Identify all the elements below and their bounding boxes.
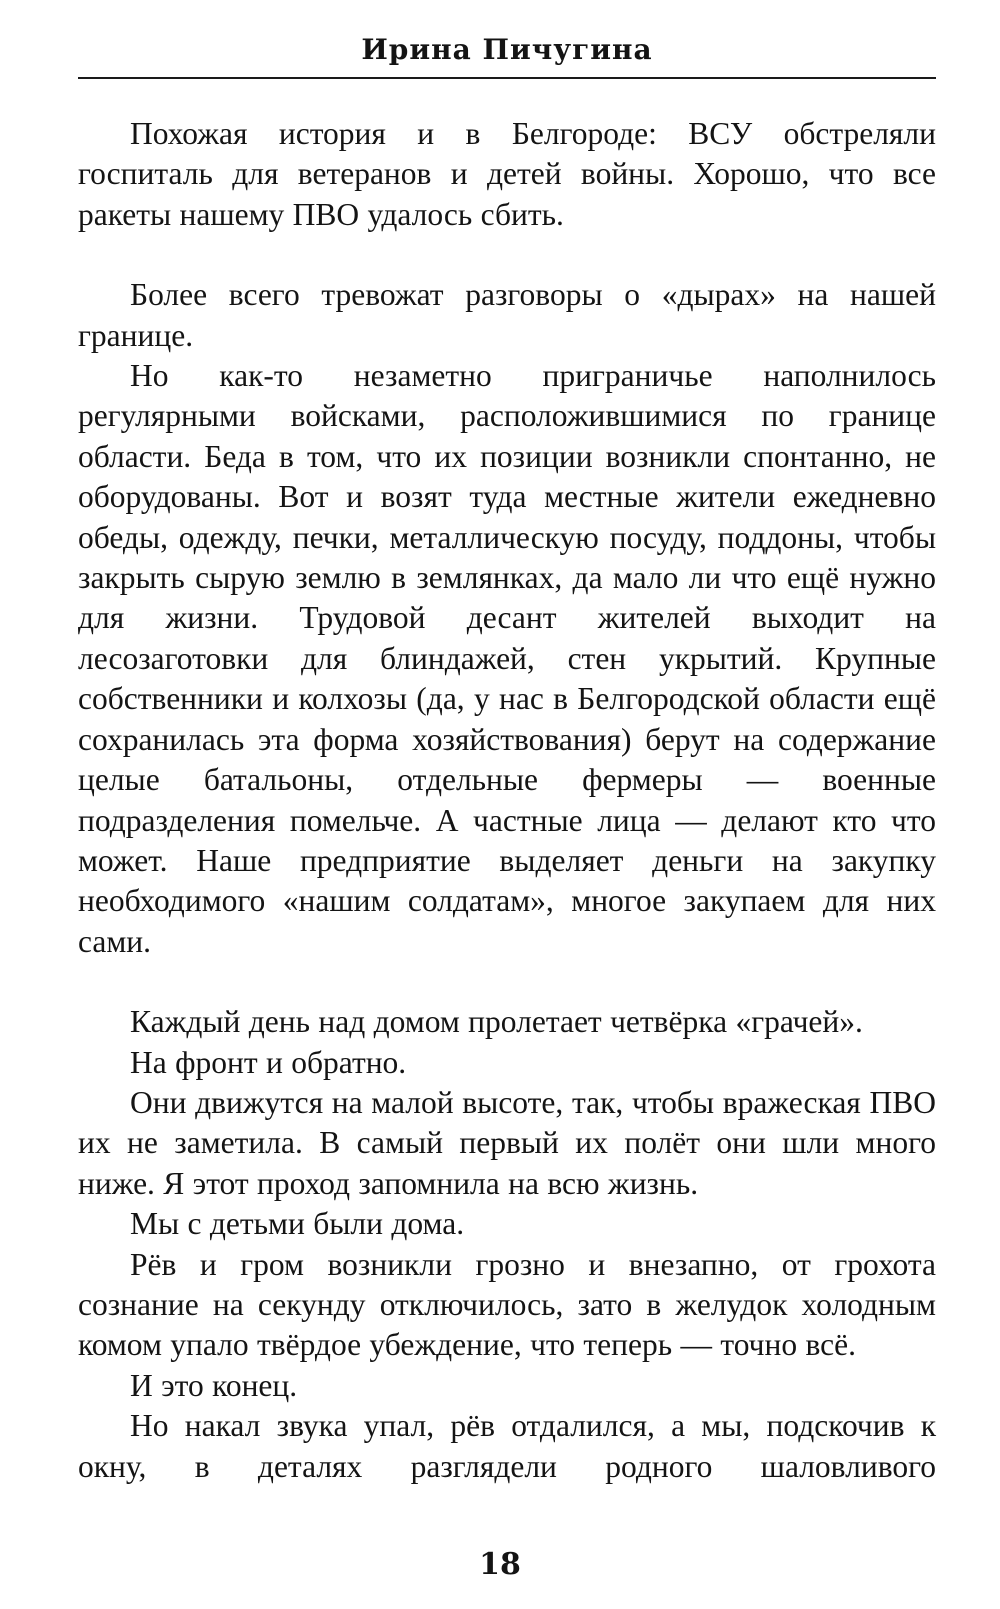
paragraph: Но как-то незаметно приграничье наполнилось регулярными войсками, расположившимися по границе области. Беда в том, что их позиции возникли спонтанно, не оборудованы. Вот и возят туда местные жители ежедневно обеды, одежду, печки, металлическую посуду, поддоны, чтобы закрыть сырую землю в землянках, да мало ли что ещё нужно для жизни. Трудовой десант жителей выходит на лесозаготовки для блиндажей, стен укрытий. Крупные собственники и колхозы (да, у нас в Белгородской области ещё сохранилась эта форма хозяйствования) берут на содержание целые батальоны, отдельные фермеры — военные подразделения помельче. А частные лица — делают кто что может. Наше предприятие выделяет деньги на закупку необходимого «нашим солдатам», многое закупаем для них сами. bbox=[78, 358, 936, 959]
paragraph: Рёв и гром возникли грозно и внезапно, от грохота сознание на секунду отключилось, зато в желудок холодным комом упало твёрдое убеждение, что теперь — точно всё. bbox=[78, 1246, 936, 1363]
page-number: 18 bbox=[479, 1547, 521, 1582]
paragraph: На фронт и обратно. bbox=[130, 1044, 407, 1080]
paragraph: Каждый день над домом пролетает четвёрка «грачей». bbox=[130, 1004, 863, 1040]
running-head-author: Ирина Пичугина bbox=[361, 33, 653, 66]
paragraph: И это конец. bbox=[130, 1367, 298, 1403]
paragraph: Похожая история и в Белгороде: ВСУ обстреляли госпиталь для ветеранов и детей войны. Хорошо, что все ракеты нашему ПВО удалось сбить. bbox=[78, 116, 936, 232]
section-break bbox=[78, 235, 936, 275]
body-text bbox=[78, 114, 936, 1487]
paragraph-continued: Но накал звука упал, рёв отдалился, а мы, подскочив к окну, в деталях разглядели родного шаловливого bbox=[78, 1408, 936, 1484]
paragraph: Они движутся на малой высоте, так, чтобы вражеская ПВО их не заметила. В самый первый их полёт они шли много ниже. Я этот проход запомнила на всю жизнь. bbox=[78, 1084, 936, 1201]
header-rule bbox=[78, 77, 936, 79]
section-break bbox=[78, 962, 936, 1002]
paragraph: Более всего тревожат разговоры о «дырах» на нашей границе. bbox=[78, 277, 936, 353]
paragraph: Мы с детьми были дома. bbox=[130, 1206, 465, 1242]
